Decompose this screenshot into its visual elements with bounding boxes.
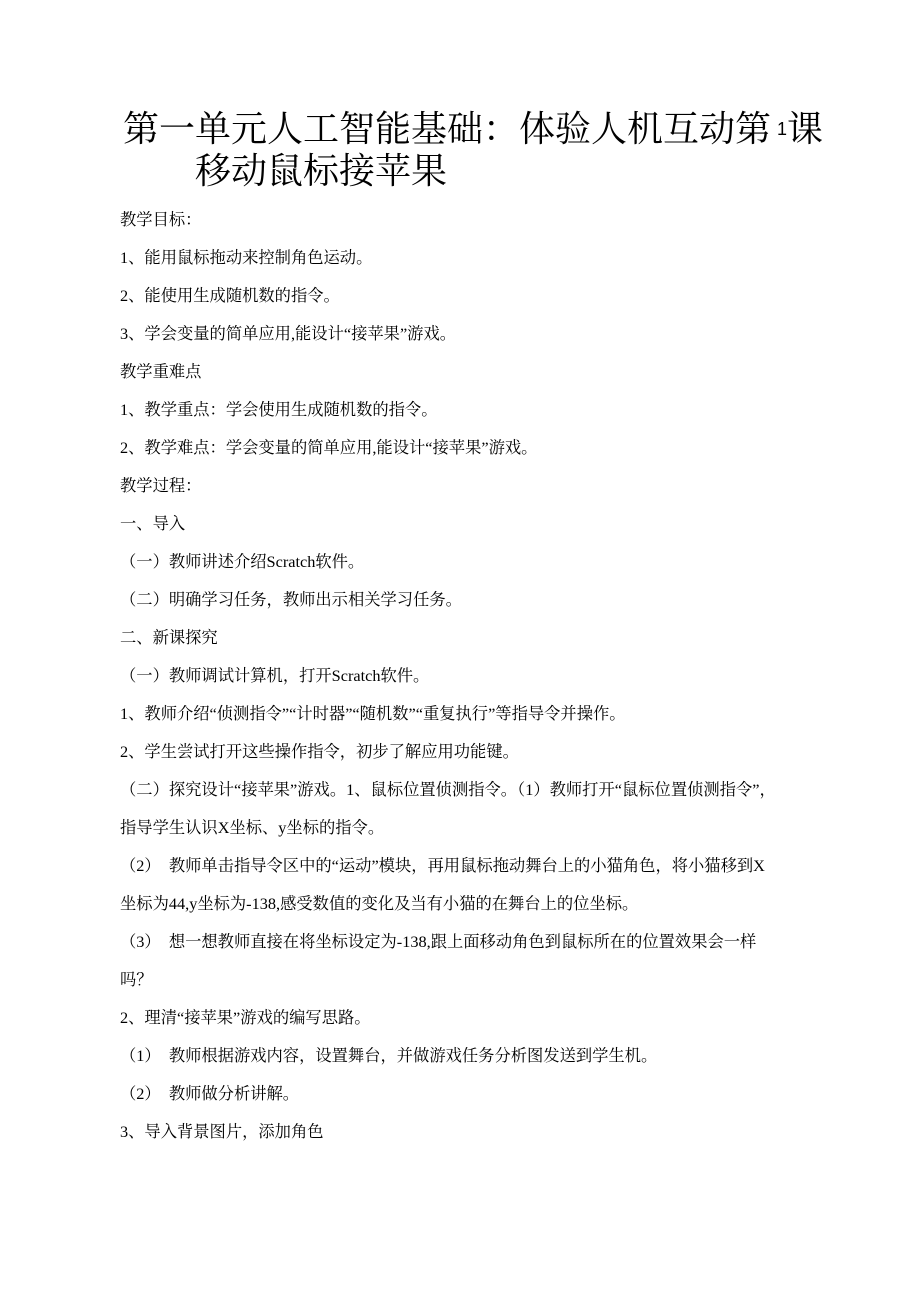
paragraph: 教学目标：	[120, 210, 202, 229]
paragraph: 2、学生尝试打开这些操作指令，初步了解应用功能键。	[120, 742, 519, 761]
paragraph: 二、新课探究	[120, 628, 218, 647]
paragraph: （二）探究设计“接苹果”游戏。1、鼠标位置侦测指令。（1）教师打开“鼠标位置侦测指令”，指导学生认识X坐标、y坐标的指令。	[120, 780, 776, 837]
paragraph: 1、能用鼠标拖动来控制角色运动。	[120, 248, 373, 267]
paragraph: （2） 教师单击指导令区中的“运动”模块，再用鼠标拖动舞台上的小猫角色，将小猫移到X坐标为44,y坐标为-138,感受数值的变化及当有小猫的在舞台上的位坐标。	[120, 856, 765, 913]
paragraph: 3、导入背景图片，添加角色	[120, 1122, 324, 1141]
paragraph: 1、教学重点：学会使用生成随机数的指令。	[120, 400, 438, 419]
paragraph: （一）教师调试计算机，打开Scratch软件。	[120, 666, 430, 685]
title-line2: 课移动鼠标接苹果	[195, 108, 824, 191]
title-text: 第一单元人工智能基础：体验人机互动第	[123, 108, 772, 149]
document-title	[123, 108, 845, 191]
paragraph: 2、教学难点：学会变量的简单应用,能设计“接苹果”游戏。	[120, 438, 538, 457]
paragraph: （1） 教师根据游戏内容，设置舞台，并做游戏任务分析图发送到学生机。	[120, 1046, 658, 1065]
paragraph: （二）明确学习任务，教师出示相关学习任务。	[120, 590, 462, 609]
paragraph: 1、教师介绍“侦测指令”“计时器”“随机数”“重复执行”等指导令并操作。	[120, 704, 626, 723]
paragraph: （3） 想一想教师直接在将坐标设定为-138,跟上面移动角色到鼠标所在的位置效果会一样吗？	[120, 932, 757, 989]
paragraph: 2、理清“接苹果”游戏的编写思路。	[120, 1008, 371, 1027]
paragraph: （2） 教师做分析讲解。	[120, 1084, 300, 1103]
paragraph: 3、学会变量的简单应用,能设计“接苹果”游戏。	[120, 324, 457, 343]
paragraph: 教学重难点	[120, 362, 202, 381]
document-body	[120, 201, 780, 1151]
title-lesson-number: 1	[777, 119, 788, 139]
paragraph: 一、导入	[120, 514, 186, 533]
paragraph: 2、能使用生成随机数的指令。	[120, 286, 340, 305]
paragraph: （一）教师讲述介绍Scratch软件。	[120, 552, 365, 571]
paragraph: 教学过程：	[120, 476, 202, 495]
